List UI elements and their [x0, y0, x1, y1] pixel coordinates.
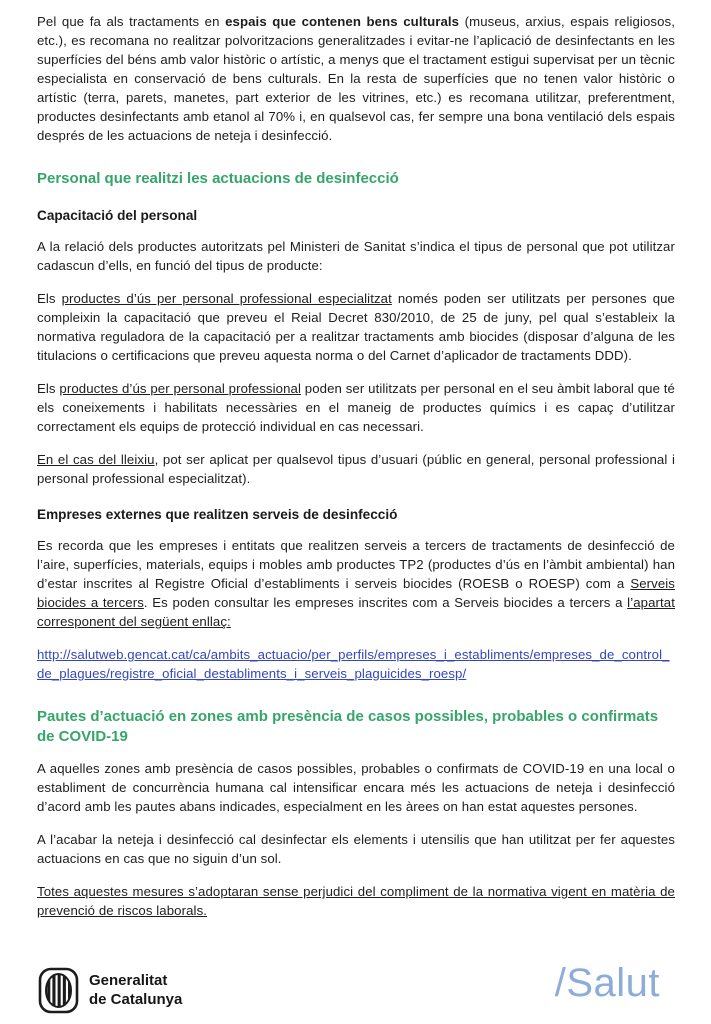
- text-run: Totes aquestes mesures s’adoptaran sense perjudici del compliment de la normativa vigent en matèria de prevenció de riscos laborals.: [37, 884, 675, 918]
- salut-logo: /Salut: [554, 961, 660, 1005]
- text-run: A aquelles zones amb presència de casos possibles, probables o confirmats de COVID-19 en una local o establiment de concurrència humana cal intensificar encara més les actuacions de neteja i desinfecció d’acord amb les pautes abans indicades, especialment en les àrees on han estat aquestes persones.: [37, 761, 675, 814]
- paragraph: [37, 759, 675, 816]
- paragraph: [37, 12, 675, 145]
- text-run: , pot ser aplicat per qualsevol tipus d’usuari (públic en general, personal professional i personal professional especialitzat).: [37, 452, 675, 486]
- text-run: només poden ser utilitzats per persones que compleixin la capacitació que preveu el Reial Decret 830/2010, de 25 de juny, pel qual s’estableix la normativa reguladora de la capacitació per a realitzar tractaments amb biocides (disposar d’alguna de les titulacions o certificacions que preveu aquesta norma o del Carnet d’aplicador de tractaments DDD).: [37, 291, 675, 363]
- text-run: Es recorda que les empreses i entitats que realitzen serveis a tercers de tractaments de desinfecció de l’aire, superfícies, materials, equips i mobles amb productes TP2 (productes d’ús en l’àmbit ambiental) han d’estar inscrites al Registre Oficial d’establiments i serveis biocides (ROESB o ROESP) com a: [37, 538, 675, 591]
- section-heading: Personal que realitzi les actuacions de desinfecció: [37, 170, 399, 187]
- generalitat-senyera-logo: [38, 967, 79, 1014]
- text-run: Serveis biocides a tercers: [37, 576, 675, 610]
- paragraph: [37, 536, 675, 631]
- text-run: poden ser utilitzats per personal en el seu àmbit laboral que té els coneixements i habilitats necessàries en el maneig de productes químics i es capaç d’utilitzar correctament els equips de protecció individual en cas necessari.: [37, 381, 675, 434]
- text-run: espais que contenen bens culturals: [225, 14, 460, 29]
- generalitat-block: [38, 967, 182, 1014]
- paragraph: [37, 882, 675, 920]
- subsection-heading: Capacitació del personal: [37, 208, 198, 223]
- org-name-line1: Generalitat: [89, 972, 168, 989]
- text-run: l’apartat corresponent del següent enllaç:: [37, 595, 675, 629]
- paragraph: [37, 830, 675, 868]
- text-run: Pel que fa als tractaments en: [37, 14, 226, 29]
- text-run: A l’acabar la neteja i desinfecció cal desinfectar els elements i utensilis que han utilitzat per fer aquestes actuacions en cas que no siguin d’un sol.: [37, 832, 675, 866]
- roesp-registry-link[interactable]: http://salutweb.gencat.cat/ca/ambits_actuacio/per_perfils/empreses_i_establiments/empreses_de_control_de_plagues/registre_oficial_destabliments_i_serveis_plaguicides_roesp/: [37, 647, 670, 681]
- text-run: . Es poden consultar les empreses inscrites com a Serveis biocides a tercers a: [143, 595, 628, 610]
- text-run: En el cas del lleixiu: [37, 452, 155, 467]
- text-run: productes d’ús per personal professional: [59, 381, 301, 396]
- text-run: (museus, arxius, espais religiosos, etc.), es recomana no realitzar polvoritzacions generalitzades i evitar-ne l’aplicació de desinfectants en les superfícies del béns amb valor històric o artístic, a menys que el tractament estigui supervisat per un tècnic especialista en conservació de bens culturals. En la resta de superfícies que no tenen valor històric o artístic (terra, parets, manetes, part exterior de les vitrines, etc.) es recomana utilitzar, preferentment, productes desinfectants amb etanol al 70% i, en qualsevol cas, fer sempre una bona ventilació dels espais després de les actuacions de neteja i desinfecció.: [37, 14, 675, 143]
- paragraph: [37, 237, 675, 275]
- text-run: productes d’ús per personal professional especialitzat: [61, 291, 392, 306]
- generalitat-wordmark: [89, 972, 182, 1009]
- text-run: A la relació dels productes autoritzats pel Ministeri de Sanitat s’indica el tipus de personal que pot utilitzar cadascun d’ells, en funció del tipus de producte:: [37, 239, 675, 273]
- text-run: Els: [37, 291, 62, 306]
- section-heading: Pautes d’actuació en zones amb presència de casos possibles, probables o confirmats de COVID-19: [37, 708, 659, 745]
- link-paragraph: [37, 645, 675, 683]
- paragraph: [37, 379, 675, 436]
- paragraph: [37, 289, 675, 365]
- paragraph: [37, 450, 675, 488]
- org-name-line2: de Catalunya: [89, 990, 183, 1008]
- subsection-heading: Empreses externes que realitzen serveis de desinfecció: [37, 507, 398, 522]
- document-body: [37, 12, 675, 934]
- text-run: Els: [37, 381, 60, 396]
- page-footer: [38, 963, 673, 1015]
